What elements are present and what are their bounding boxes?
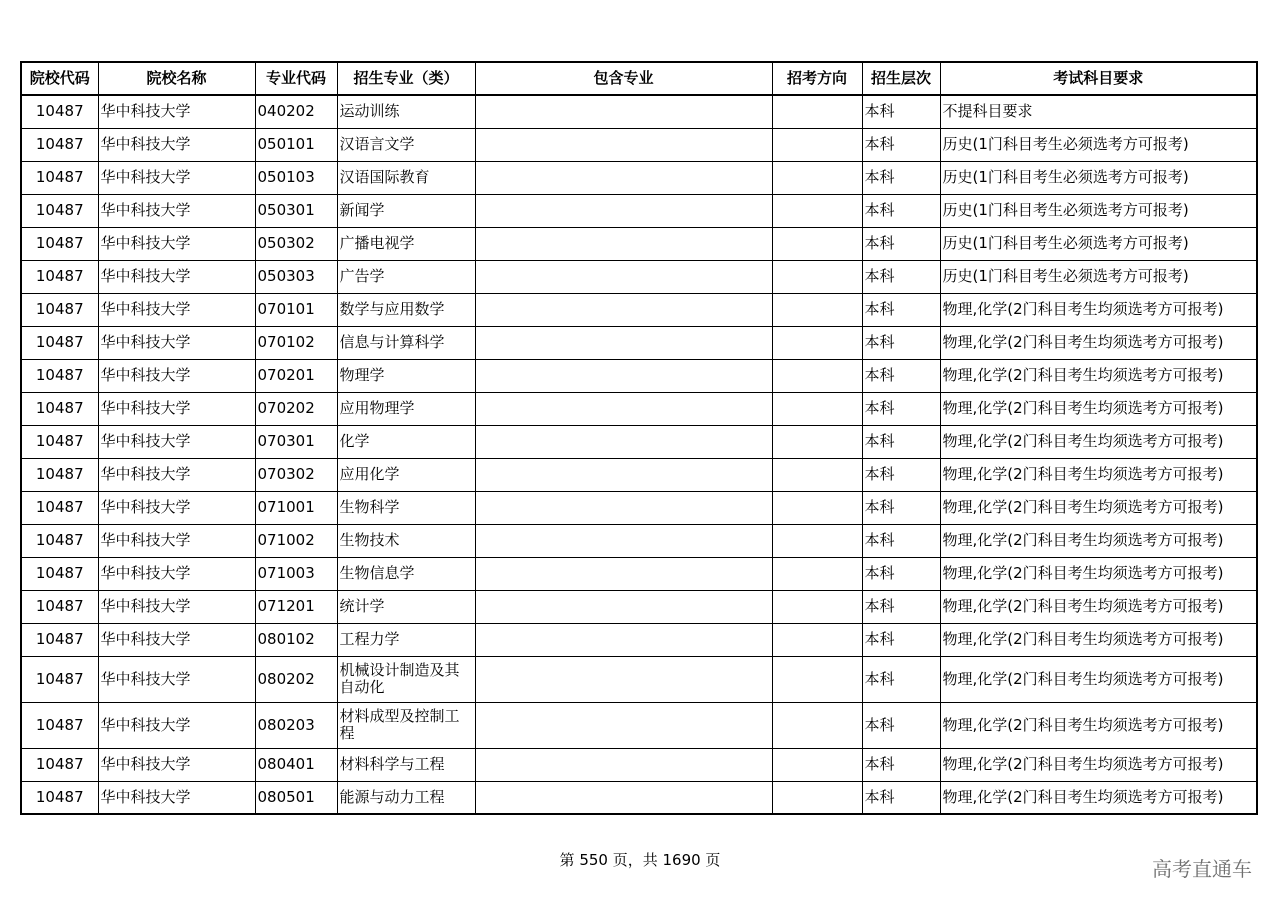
major-cell: 能源与动力工程 [337, 781, 475, 814]
included-cell [475, 748, 772, 781]
school-name-cell: 华中科技大学 [98, 702, 255, 748]
watermark: 高考直通车 [1152, 857, 1252, 881]
table-row [21, 128, 1257, 161]
direction-cell [772, 95, 862, 128]
table-row [21, 656, 1257, 702]
included-cell [475, 128, 772, 161]
major-code-cell: 080501 [255, 781, 337, 814]
major-cell: 广告学 [337, 260, 475, 293]
requirement-cell: 物理,化学(2门科目考生均须选考方可报考) [940, 623, 1257, 656]
direction-cell [772, 392, 862, 425]
included-cell [475, 260, 772, 293]
direction-cell [772, 293, 862, 326]
included-cell [475, 293, 772, 326]
school-name-cell: 华中科技大学 [98, 227, 255, 260]
major-cell: 机械设计制造及其自动化 [337, 656, 475, 702]
table-row [21, 326, 1257, 359]
major-code-cell: 050103 [255, 161, 337, 194]
major-cell: 汉语言文学 [337, 128, 475, 161]
header-row [21, 62, 1257, 95]
level-cell: 本科 [862, 557, 940, 590]
included-cell [475, 702, 772, 748]
requirement-cell: 物理,化学(2门科目考生均须选考方可报考) [940, 293, 1257, 326]
school-code-cell: 10487 [21, 194, 98, 227]
school-name-cell: 华中科技大学 [98, 194, 255, 227]
major-cell: 数学与应用数学 [337, 293, 475, 326]
included-cell [475, 623, 772, 656]
level-cell: 本科 [862, 590, 940, 623]
major-cell: 应用化学 [337, 458, 475, 491]
school-code-cell: 10487 [21, 702, 98, 748]
requirement-cell: 历史(1门科目考生必须选考方可报考) [940, 260, 1257, 293]
included-cell [475, 194, 772, 227]
level-cell: 本科 [862, 161, 940, 194]
major-code-cell: 050303 [255, 260, 337, 293]
school-name-cell: 华中科技大学 [98, 425, 255, 458]
major-cell: 运动训练 [337, 95, 475, 128]
requirement-cell: 不提科目要求 [940, 95, 1257, 128]
included-cell [475, 557, 772, 590]
table-row [21, 293, 1257, 326]
col-major-header: 招生专业（类） [337, 62, 475, 95]
major-code-cell: 070302 [255, 458, 337, 491]
table-body [21, 95, 1257, 814]
included-cell [475, 590, 772, 623]
table-row [21, 781, 1257, 814]
requirement-cell: 物理,化学(2门科目考生均须选考方可报考) [940, 524, 1257, 557]
table-row [21, 557, 1257, 590]
included-cell [475, 392, 772, 425]
major-code-cell: 071002 [255, 524, 337, 557]
school-code-cell: 10487 [21, 425, 98, 458]
included-cell [475, 161, 772, 194]
direction-cell [772, 425, 862, 458]
table-row [21, 260, 1257, 293]
school-name-cell: 华中科技大学 [98, 161, 255, 194]
col-level-header: 招生层次 [862, 62, 940, 95]
major-code-cell: 071201 [255, 590, 337, 623]
school-name-cell: 华中科技大学 [98, 95, 255, 128]
table-row [21, 227, 1257, 260]
level-cell: 本科 [862, 293, 940, 326]
table-row [21, 524, 1257, 557]
direction-cell [772, 656, 862, 702]
level-cell: 本科 [862, 425, 940, 458]
col-direction-header: 招考方向 [772, 62, 862, 95]
school-code-cell: 10487 [21, 359, 98, 392]
major-cell: 生物技术 [337, 524, 475, 557]
direction-cell [772, 590, 862, 623]
requirement-cell: 历史(1门科目考生必须选考方可报考) [940, 227, 1257, 260]
school-code-cell: 10487 [21, 326, 98, 359]
level-cell: 本科 [862, 359, 940, 392]
school-name-cell: 华中科技大学 [98, 260, 255, 293]
major-code-cell: 071001 [255, 491, 337, 524]
direction-cell [772, 227, 862, 260]
included-cell [475, 359, 772, 392]
school-name-cell: 华中科技大学 [98, 491, 255, 524]
included-cell [475, 425, 772, 458]
level-cell: 本科 [862, 656, 940, 702]
level-cell: 本科 [862, 95, 940, 128]
school-name-cell: 华中科技大学 [98, 781, 255, 814]
major-cell: 新闻学 [337, 194, 475, 227]
level-cell: 本科 [862, 524, 940, 557]
direction-cell [772, 161, 862, 194]
requirement-cell: 物理,化学(2门科目考生均须选考方可报考) [940, 425, 1257, 458]
major-cell: 汉语国际教育 [337, 161, 475, 194]
col-school-code-header: 院校代码 [21, 62, 98, 95]
major-cell: 生物信息学 [337, 557, 475, 590]
school-name-cell: 华中科技大学 [98, 293, 255, 326]
direction-cell [772, 326, 862, 359]
direction-cell [772, 748, 862, 781]
major-code-cell: 050302 [255, 227, 337, 260]
requirement-cell: 物理,化学(2门科目考生均须选考方可报考) [940, 359, 1257, 392]
level-cell: 本科 [862, 623, 940, 656]
requirement-cell: 物理,化学(2门科目考生均须选考方可报考) [940, 748, 1257, 781]
major-code-cell: 080202 [255, 656, 337, 702]
table-row [21, 392, 1257, 425]
direction-cell [772, 781, 862, 814]
major-code-cell: 070301 [255, 425, 337, 458]
major-code-cell: 070102 [255, 326, 337, 359]
school-name-cell: 华中科技大学 [98, 524, 255, 557]
table-row [21, 458, 1257, 491]
school-code-cell: 10487 [21, 95, 98, 128]
direction-cell [772, 557, 862, 590]
school-code-cell: 10487 [21, 392, 98, 425]
major-cell: 材料成型及控制工程 [337, 702, 475, 748]
included-cell [475, 458, 772, 491]
school-code-cell: 10487 [21, 590, 98, 623]
school-name-cell: 华中科技大学 [98, 656, 255, 702]
direction-cell [772, 623, 862, 656]
school-code-cell: 10487 [21, 161, 98, 194]
major-code-cell: 040202 [255, 95, 337, 128]
table-row [21, 748, 1257, 781]
school-code-cell: 10487 [21, 260, 98, 293]
table-row [21, 95, 1257, 128]
major-code-cell: 080102 [255, 623, 337, 656]
level-cell: 本科 [862, 392, 940, 425]
page-number: 第 550 页，共 1690 页 [559, 851, 721, 869]
requirement-cell: 物理,化学(2门科目考生均须选考方可报考) [940, 656, 1257, 702]
col-major-code-header: 专业代码 [255, 62, 337, 95]
major-cell: 应用物理学 [337, 392, 475, 425]
school-code-cell: 10487 [21, 557, 98, 590]
included-cell [475, 781, 772, 814]
table-row [21, 194, 1257, 227]
level-cell: 本科 [862, 194, 940, 227]
table-row [21, 623, 1257, 656]
included-cell [475, 95, 772, 128]
major-code-cell: 070201 [255, 359, 337, 392]
included-cell [475, 656, 772, 702]
school-name-cell: 华中科技大学 [98, 623, 255, 656]
school-name-cell: 华中科技大学 [98, 557, 255, 590]
direction-cell [772, 260, 862, 293]
requirement-cell: 历史(1门科目考生必须选考方可报考) [940, 161, 1257, 194]
major-cell: 信息与计算科学 [337, 326, 475, 359]
table-row [21, 161, 1257, 194]
included-cell [475, 491, 772, 524]
requirement-cell: 历史(1门科目考生必须选考方可报考) [940, 194, 1257, 227]
direction-cell [772, 702, 862, 748]
level-cell: 本科 [862, 748, 940, 781]
requirement-cell: 历史(1门科目考生必须选考方可报考) [940, 128, 1257, 161]
level-cell: 本科 [862, 458, 940, 491]
included-cell [475, 227, 772, 260]
included-cell [475, 326, 772, 359]
table-row [21, 491, 1257, 524]
school-code-cell: 10487 [21, 128, 98, 161]
school-code-cell: 10487 [21, 491, 98, 524]
major-cell: 材料科学与工程 [337, 748, 475, 781]
level-cell: 本科 [862, 326, 940, 359]
major-cell: 广播电视学 [337, 227, 475, 260]
school-name-cell: 华中科技大学 [98, 590, 255, 623]
table-row [21, 425, 1257, 458]
school-name-cell: 华中科技大学 [98, 392, 255, 425]
direction-cell [772, 458, 862, 491]
requirement-cell: 物理,化学(2门科目考生均须选考方可报考) [940, 458, 1257, 491]
level-cell: 本科 [862, 260, 940, 293]
level-cell: 本科 [862, 128, 940, 161]
table-row [21, 359, 1257, 392]
table-row [21, 702, 1257, 748]
requirement-cell: 物理,化学(2门科目考生均须选考方可报考) [940, 326, 1257, 359]
included-cell [475, 524, 772, 557]
major-cell: 物理学 [337, 359, 475, 392]
table-row [21, 590, 1257, 623]
major-code-cell: 080203 [255, 702, 337, 748]
major-cell: 化学 [337, 425, 475, 458]
requirement-cell: 物理,化学(2门科目考生均须选考方可报考) [940, 781, 1257, 814]
level-cell: 本科 [862, 702, 940, 748]
school-name-cell: 华中科技大学 [98, 326, 255, 359]
school-code-cell: 10487 [21, 656, 98, 702]
direction-cell [772, 194, 862, 227]
major-code-cell: 071003 [255, 557, 337, 590]
col-requirement-header: 考试科目要求 [940, 62, 1257, 95]
major-code-cell: 050301 [255, 194, 337, 227]
school-name-cell: 华中科技大学 [98, 128, 255, 161]
school-code-cell: 10487 [21, 293, 98, 326]
requirement-cell: 物理,化学(2门科目考生均须选考方可报考) [940, 702, 1257, 748]
school-name-cell: 华中科技大学 [98, 458, 255, 491]
school-code-cell: 10487 [21, 623, 98, 656]
major-code-cell: 050101 [255, 128, 337, 161]
school-code-cell: 10487 [21, 748, 98, 781]
col-school-name-header: 院校名称 [98, 62, 255, 95]
requirement-cell: 物理,化学(2门科目考生均须选考方可报考) [940, 590, 1257, 623]
major-cell: 工程力学 [337, 623, 475, 656]
requirement-cell: 物理,化学(2门科目考生均须选考方可报考) [940, 491, 1257, 524]
direction-cell [772, 128, 862, 161]
requirement-cell: 物理,化学(2门科目考生均须选考方可报考) [940, 392, 1257, 425]
school-code-cell: 10487 [21, 227, 98, 260]
major-code-cell: 070202 [255, 392, 337, 425]
school-code-cell: 10487 [21, 458, 98, 491]
major-cell: 生物科学 [337, 491, 475, 524]
major-code-cell: 070101 [255, 293, 337, 326]
school-name-cell: 华中科技大学 [98, 748, 255, 781]
major-cell: 统计学 [337, 590, 475, 623]
admission-table [20, 61, 1258, 815]
school-code-cell: 10487 [21, 524, 98, 557]
level-cell: 本科 [862, 781, 940, 814]
direction-cell [772, 359, 862, 392]
direction-cell [772, 491, 862, 524]
major-code-cell: 080401 [255, 748, 337, 781]
level-cell: 本科 [862, 227, 940, 260]
level-cell: 本科 [862, 491, 940, 524]
direction-cell [772, 524, 862, 557]
col-included-header: 包含专业 [475, 62, 772, 95]
requirement-cell: 物理,化学(2门科目考生均须选考方可报考) [940, 557, 1257, 590]
school-name-cell: 华中科技大学 [98, 359, 255, 392]
school-code-cell: 10487 [21, 781, 98, 814]
